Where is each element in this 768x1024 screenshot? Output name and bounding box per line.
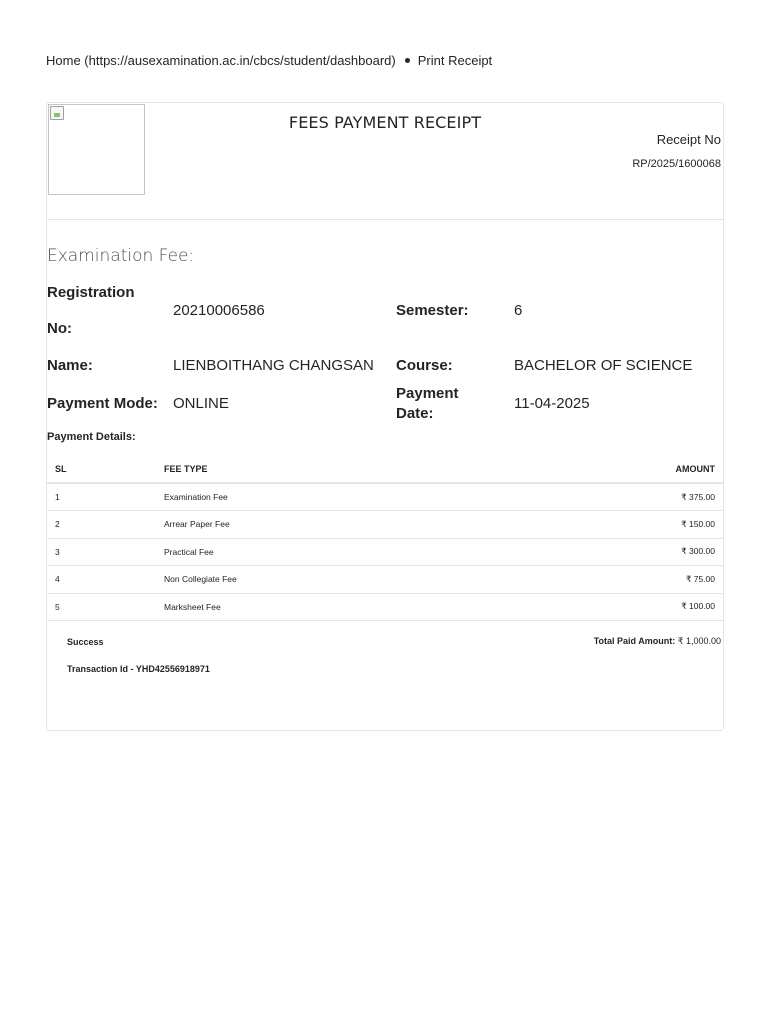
column-header-amount: AMOUNT [505,455,723,483]
payment-status: Success [67,637,104,647]
breadcrumb-separator-icon [405,58,410,63]
cell-sl: 3 [47,538,156,566]
cell-sl: 2 [47,511,156,539]
cell-sl: 1 [47,483,156,511]
registration-label-line1: Registration [47,284,135,301]
receipt-no-label: Receipt No [656,132,721,147]
name-value: LIENBOITHANG CHANGSAN [173,357,374,374]
transaction-id: Transaction Id - YHD42556918971 [67,664,210,674]
course-value: BACHELOR OF SCIENCE [514,357,693,374]
semester-label: Semester: [396,302,469,319]
cell-sl: 4 [47,566,156,594]
breadcrumb-home-link[interactable]: Home (https://ausexamination.ac.in/cbcs/student/dashboard) [46,53,396,68]
breadcrumb [46,53,492,68]
receipt-no-value: RP/2025/1600068 [632,158,721,170]
cell-amount: ₹ 300.00 [505,538,723,566]
course-label: Course: [396,357,453,374]
total-paid-label: Total Paid Amount: [593,636,676,646]
semester-value: 6 [514,302,523,319]
payment-details-title: Payment Details: [47,431,136,443]
table-row [47,538,723,566]
cell-amount: ₹ 100.00 [505,593,723,621]
total-paid-value: ₹ 1,000.00 [677,636,721,646]
payment-date-label-line1: Payment [396,385,459,402]
table-row [47,593,723,621]
column-header-fee-type: FEE TYPE [156,455,505,483]
cell-amount: ₹ 375.00 [505,483,723,511]
fees-table [47,455,723,621]
payment-date-value: 11-04-2025 [514,395,590,412]
payment-date-label-line2: Date: [396,405,434,422]
payment-mode-value: ONLINE [173,395,229,412]
cell-amount: ₹ 150.00 [505,511,723,539]
registration-value: 20210006586 [173,302,265,319]
payment-mode-label: Payment Mode: [47,395,158,412]
section-title: Examination Fee: [47,246,195,266]
registration-label-line2: No: [47,320,72,337]
cell-fee-type: Arrear Paper Fee [156,511,505,539]
table-row [47,566,723,594]
name-label: Name: [47,357,93,374]
table-header-row [47,455,723,483]
cell-amount: ₹ 75.00 [505,566,723,594]
column-header-sl: SL [47,455,156,483]
receipt-title: FEES PAYMENT RECEIPT [288,113,482,132]
cell-fee-type: Non Collegiate Fee [156,566,505,594]
cell-fee-type: Practical Fee [156,538,505,566]
breadcrumb-current: Print Receipt [417,53,493,68]
cell-fee-type: Examination Fee [156,483,505,511]
table-row [47,511,723,539]
table-row [47,483,723,511]
receipt-card [46,102,724,731]
header-divider [47,219,723,220]
cell-fee-type: Marksheet Fee [156,593,505,621]
cell-sl: 5 [47,593,156,621]
total-paid [594,636,721,647]
